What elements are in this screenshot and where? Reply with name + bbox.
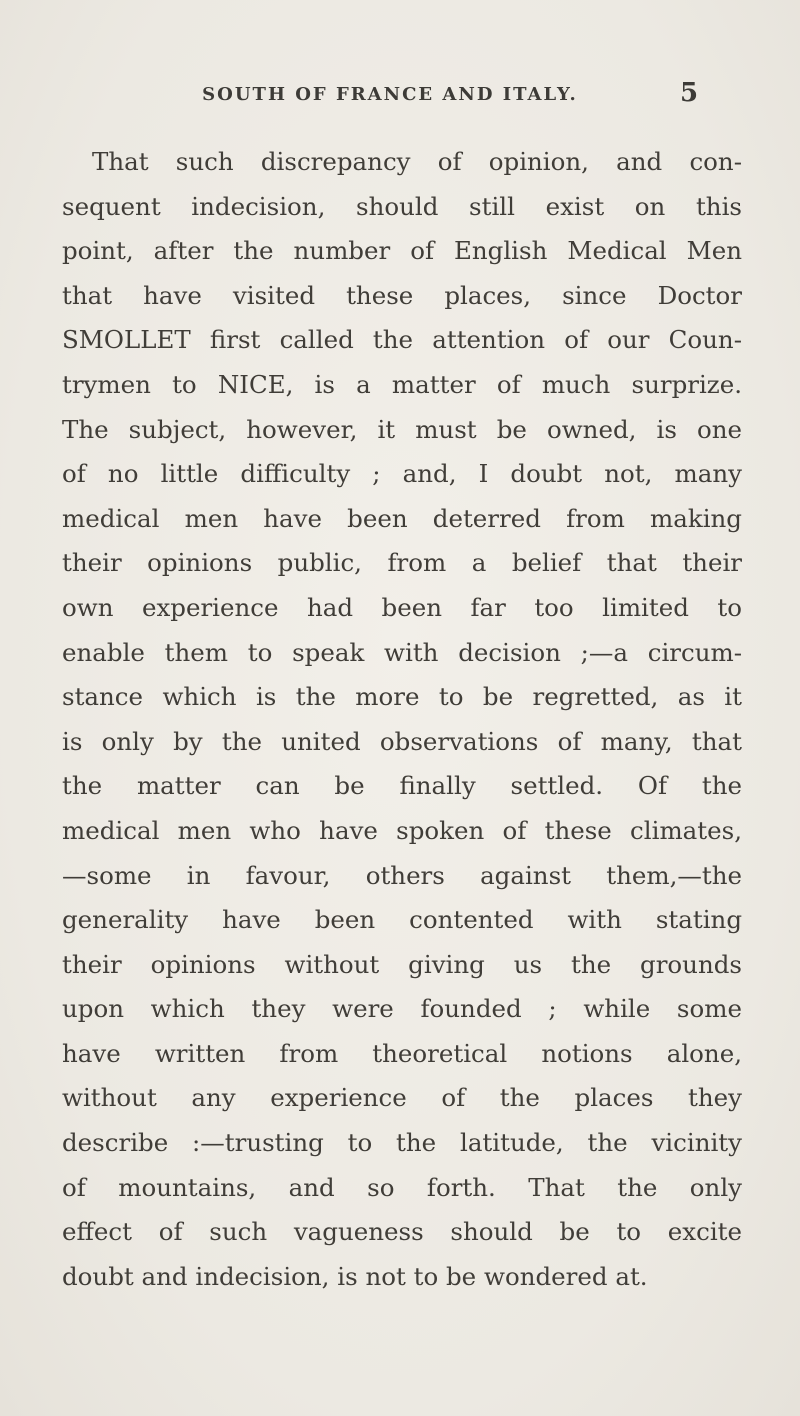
text-line: without any experience of the places they	[62, 1083, 742, 1113]
text-line: trymen to NICE, is a matter of much surprize.	[62, 369, 742, 399]
text-line: stance which is the more to be regretted, as it	[62, 682, 742, 712]
text-line: effect of such vagueness should be to excite	[62, 1217, 742, 1247]
text-line: point, after the number of English Medical Men	[62, 236, 742, 266]
text-line: of mountains, and so forth. That the only	[62, 1172, 742, 1202]
text-line: have written from theoretical notions alone,	[62, 1038, 742, 1068]
text-line: own experience had been far too limited to	[62, 592, 742, 622]
text-line: that have visited these places, since Doctor	[62, 280, 742, 310]
text-line: SMOLLET first called the attention of our Coun-	[62, 325, 742, 355]
text-line: That such discrepancy of opinion, and con-	[92, 147, 742, 176]
text-line: sequent indecision, should still exist on this	[62, 191, 742, 221]
text-line: their opinions without giving us the grounds	[62, 949, 742, 979]
page-number: 5	[680, 78, 699, 108]
text-line: enable them to speak with decision ;—a circum-	[62, 637, 742, 667]
text-line: medical men have been deterred from making	[62, 503, 742, 533]
text-line: generality have been contented with stating	[62, 905, 742, 935]
text-line: their opinions public, from a belief that their	[62, 548, 742, 578]
text-line: doubt and indecision, is not to be wondered at.	[62, 1261, 648, 1291]
text-line: describe :—trusting to the latitude, the vicinity	[62, 1128, 742, 1158]
text-line: —some in favour, others against them,—the	[62, 860, 742, 890]
body-paragraph	[62, 140, 742, 1299]
text-line: the matter can be finally settled. Of the	[62, 771, 742, 801]
text-line: upon which they were founded ; while some	[62, 994, 742, 1024]
text-line: of no little difficulty ; and, I doubt not, many	[62, 459, 742, 489]
text-line: The subject, however, it must be owned, is one	[62, 414, 742, 444]
running-title: SOUTH OF FRANCE AND ITALY.	[202, 84, 578, 105]
text-line: medical men who have spoken of these climates,	[62, 815, 742, 845]
text-line: is only by the united observations of many, that	[62, 726, 742, 756]
